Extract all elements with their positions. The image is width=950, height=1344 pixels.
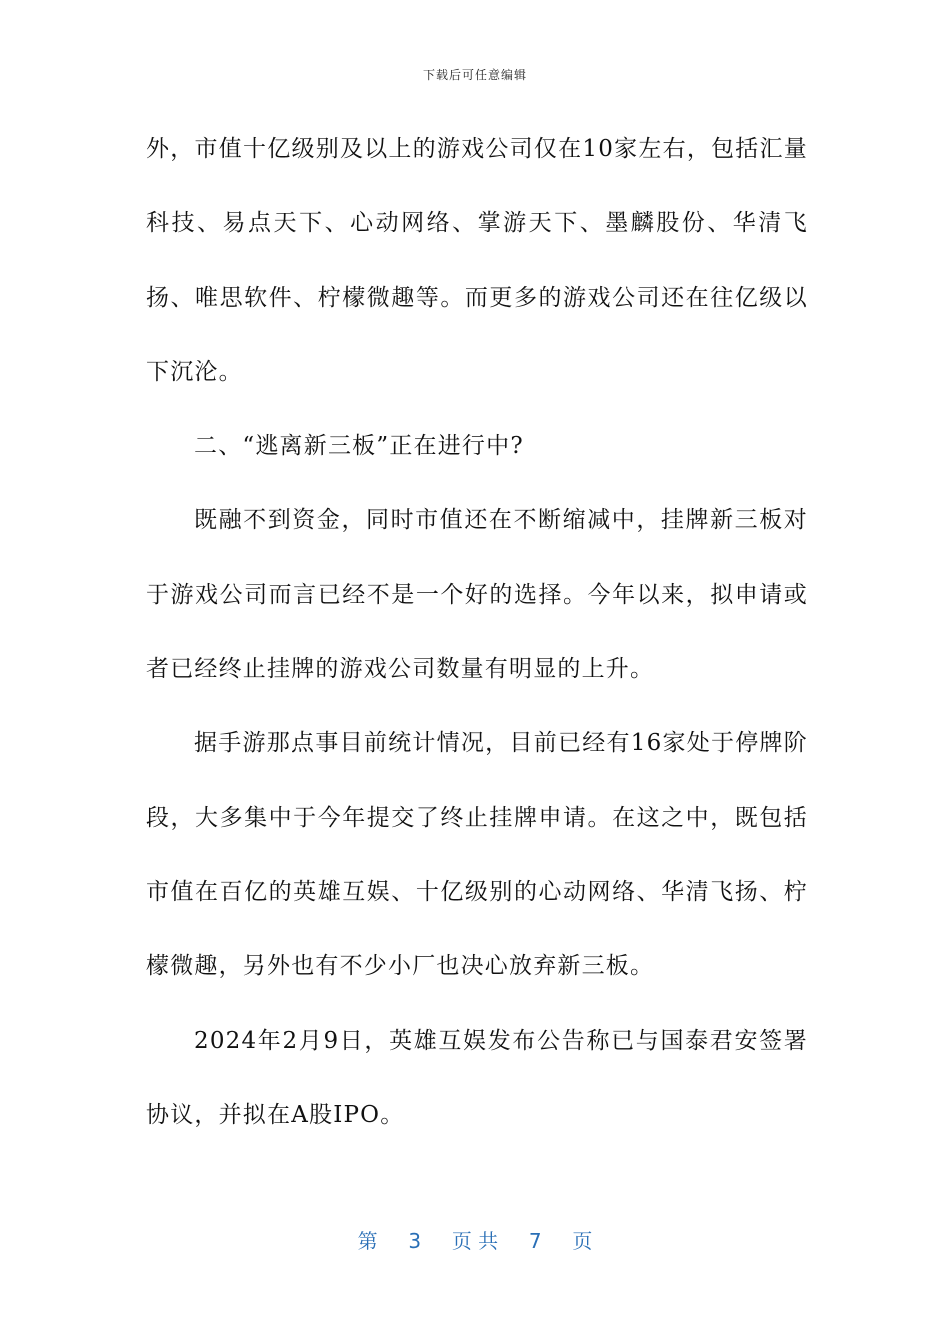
paragraph-continuation: 外，市值十亿级别及以上的游戏公司仅在10家左右，包括汇量科技、易点天下、心动网络、掌游天下、墨麟股份、华清飞扬、唯思软件、柠檬微趣等。而更多的游戏公司还在往亿级以下沉沦。 xyxy=(146,136,808,385)
footer-suffix: 页 xyxy=(572,1229,593,1253)
document-body xyxy=(146,112,808,1152)
footer-current-page: 3 xyxy=(408,1229,422,1253)
paragraph-announcement: 2024年2月9日，英雄互娱发布公告称已与国泰君安签署协议，并拟在A股IPO。 xyxy=(146,1027,808,1128)
paragraph-financing: 既融不到资金，同时市值还在不断缩减中，挂牌新三板对于游戏公司而言已经不是一个好的选择。今年以来，拟申请或者已经终止挂牌的游戏公司数量有明显的上升。 xyxy=(146,507,808,683)
footer-prefix: 第 xyxy=(357,1229,378,1253)
page-footer xyxy=(0,1225,950,1254)
footer-middle: 页 共 xyxy=(451,1229,499,1253)
section-heading: 二、“逃离新三板”正在进行中? xyxy=(194,433,524,460)
page-header: 下载后可任意编辑 xyxy=(422,68,527,82)
paragraph-statistics: 据手游那点事目前统计情况，目前已经有16家处于停牌阶段，大多集中于今年提交了终止挂牌申请。在这之中，既包括市值在百亿的英雄互娱、十亿级别的心动网络、华清飞扬、柠檬微趣，另外也有不少小厂也决心放弃新三板。 xyxy=(146,730,808,980)
footer-total-pages: 7 xyxy=(528,1229,542,1253)
